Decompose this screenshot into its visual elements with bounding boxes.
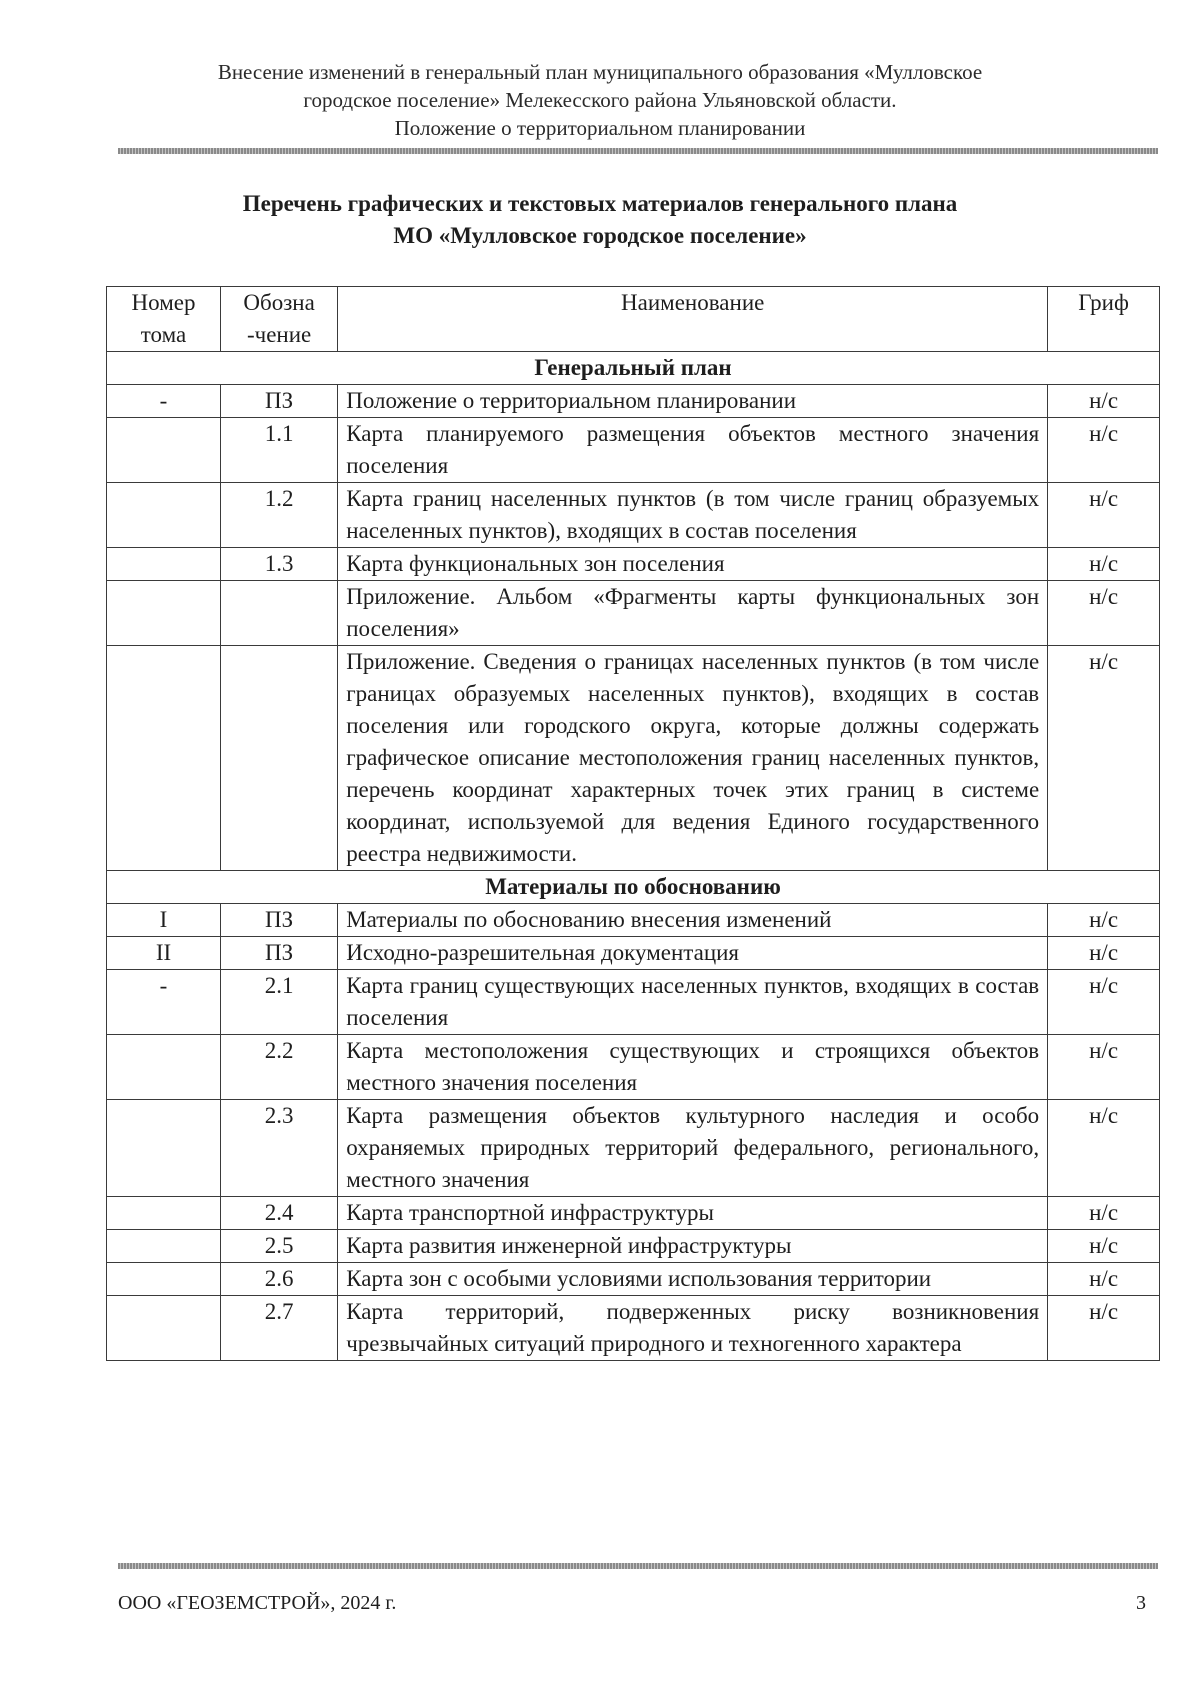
footer-company: ООО «ГЕОЗЕМСТРОЙ», 2024 г. [118, 1592, 397, 1614]
cell-designation: 1.1 [220, 418, 337, 483]
cell-volume [107, 1100, 221, 1197]
header-line-2: городское поселение» Мелекесского района Ульяновской области. [303, 88, 897, 112]
cell-name: Карта размещения объектов культурного наследия и особо охраняемых природных территорий федерального, регионального, местного значения [338, 1100, 1048, 1197]
table-row [107, 581, 1160, 646]
document-title [140, 188, 1060, 252]
cell-volume: I [107, 904, 221, 937]
header-divider [118, 148, 1158, 154]
section-row-justification [107, 871, 1160, 904]
cell-stamp: н/с [1048, 548, 1160, 581]
cell-stamp: н/с [1048, 904, 1160, 937]
table-header-row [107, 287, 1160, 352]
cell-stamp: н/с [1048, 581, 1160, 646]
table-row [107, 1197, 1160, 1230]
cell-volume [107, 418, 221, 483]
cell-designation: 2.1 [220, 970, 337, 1035]
cell-volume [107, 1197, 221, 1230]
cell-volume: II [107, 937, 221, 970]
materials-table [106, 286, 1160, 1361]
cell-designation: 2.3 [220, 1100, 337, 1197]
cell-designation: 2.4 [220, 1197, 337, 1230]
header-line-3: Положение о территориальном планировании [394, 116, 806, 140]
cell-volume: - [107, 970, 221, 1035]
cell-designation [220, 646, 337, 871]
cell-name: Карта транспортной инфраструктуры [338, 1197, 1048, 1230]
cell-name: Карта территорий, подверженных риску возникновения чрезвычайных ситуаций природного и техногенного характера [338, 1296, 1048, 1361]
cell-designation [220, 581, 337, 646]
section-title: Материалы по обоснованию [107, 871, 1160, 904]
header-volume: Номер тома [107, 287, 221, 352]
table-row [107, 646, 1160, 871]
cell-name: Материалы по обоснованию внесения изменений [338, 904, 1048, 937]
cell-designation: 1.2 [220, 483, 337, 548]
cell-name: Карта функциональных зон поселения [338, 548, 1048, 581]
cell-stamp: н/с [1048, 1296, 1160, 1361]
page-number: 3 [1136, 1592, 1146, 1614]
cell-stamp: н/с [1048, 385, 1160, 418]
cell-designation: 2.2 [220, 1035, 337, 1100]
title-line-1: Перечень графических и текстовых материалов генерального плана [242, 191, 958, 216]
cell-designation: 2.6 [220, 1263, 337, 1296]
cell-stamp: н/с [1048, 1230, 1160, 1263]
cell-volume [107, 1296, 221, 1361]
table-row [107, 385, 1160, 418]
cell-volume [107, 1263, 221, 1296]
cell-name: Приложение. Альбом «Фрагменты карты функциональных зон поселения» [338, 581, 1048, 646]
table-row [107, 970, 1160, 1035]
cell-stamp: н/с [1048, 1197, 1160, 1230]
cell-name: Карта развития инженерной инфраструктуры [338, 1230, 1048, 1263]
table-row [107, 1263, 1160, 1296]
cell-designation: 2.7 [220, 1296, 337, 1361]
cell-designation: ПЗ [220, 937, 337, 970]
cell-stamp: н/с [1048, 1100, 1160, 1197]
header-line-1: Внесение изменений в генеральный план муниципального образования «Мулловское [217, 60, 983, 84]
cell-stamp: н/с [1048, 1035, 1160, 1100]
cell-volume [107, 548, 221, 581]
section-title: Генеральный план [107, 352, 1160, 385]
cell-name: Карта планируемого размещения объектов местного значения поселения [338, 418, 1048, 483]
title-line-2: МО «Мулловское городское поселение» [393, 223, 807, 248]
header-designation: Обозна -чение [220, 287, 337, 352]
cell-stamp: н/с [1048, 970, 1160, 1035]
cell-name: Приложение. Сведения о границах населенных пунктов (в том числе границах образуемых населенных пунктов), входящих в состав поселения или городского округа, которые должны содержать графическое описание местоположения границ населенных пунктов, перечень координат характерных точек этих границ в системе координат, используемой для ведения Единого государственного реестра недвижимости. [338, 646, 1048, 871]
cell-designation: 1.3 [220, 548, 337, 581]
cell-volume [107, 483, 221, 548]
cell-designation: ПЗ [220, 904, 337, 937]
cell-designation: ПЗ [220, 385, 337, 418]
cell-designation: 2.5 [220, 1230, 337, 1263]
cell-name: Положение о территориальном планировании [338, 385, 1048, 418]
cell-name: Карта зон с особыми условиями использования территории [338, 1263, 1048, 1296]
footer-divider [118, 1563, 1158, 1569]
table-row [107, 548, 1160, 581]
header-name: Наименование [338, 287, 1048, 352]
table-row [107, 1296, 1160, 1361]
cell-volume [107, 1230, 221, 1263]
table-row [107, 418, 1160, 483]
cell-name: Карта границ населенных пунктов (в том числе границ образуемых населенных пунктов), входящих в состав поселения [338, 483, 1048, 548]
cell-volume [107, 581, 221, 646]
cell-stamp: н/с [1048, 646, 1160, 871]
cell-stamp: н/с [1048, 483, 1160, 548]
cell-name: Исходно-разрешительная документация [338, 937, 1048, 970]
cell-name: Карта границ существующих населенных пунктов, входящих в состав поселения [338, 970, 1048, 1035]
section-row-general-plan [107, 352, 1160, 385]
cell-stamp: н/с [1048, 418, 1160, 483]
cell-stamp: н/с [1048, 1263, 1160, 1296]
table-row [107, 1100, 1160, 1197]
table-row [107, 937, 1160, 970]
cell-volume: - [107, 385, 221, 418]
table-row [107, 1230, 1160, 1263]
page-header [140, 58, 1060, 142]
table-row [107, 1035, 1160, 1100]
cell-name: Карта местоположения существующих и строящихся объектов местного значения поселения [338, 1035, 1048, 1100]
cell-volume [107, 646, 221, 871]
cell-stamp: н/с [1048, 937, 1160, 970]
table-row [107, 483, 1160, 548]
table-row [107, 904, 1160, 937]
cell-volume [107, 1035, 221, 1100]
header-stamp: Гриф [1048, 287, 1160, 352]
